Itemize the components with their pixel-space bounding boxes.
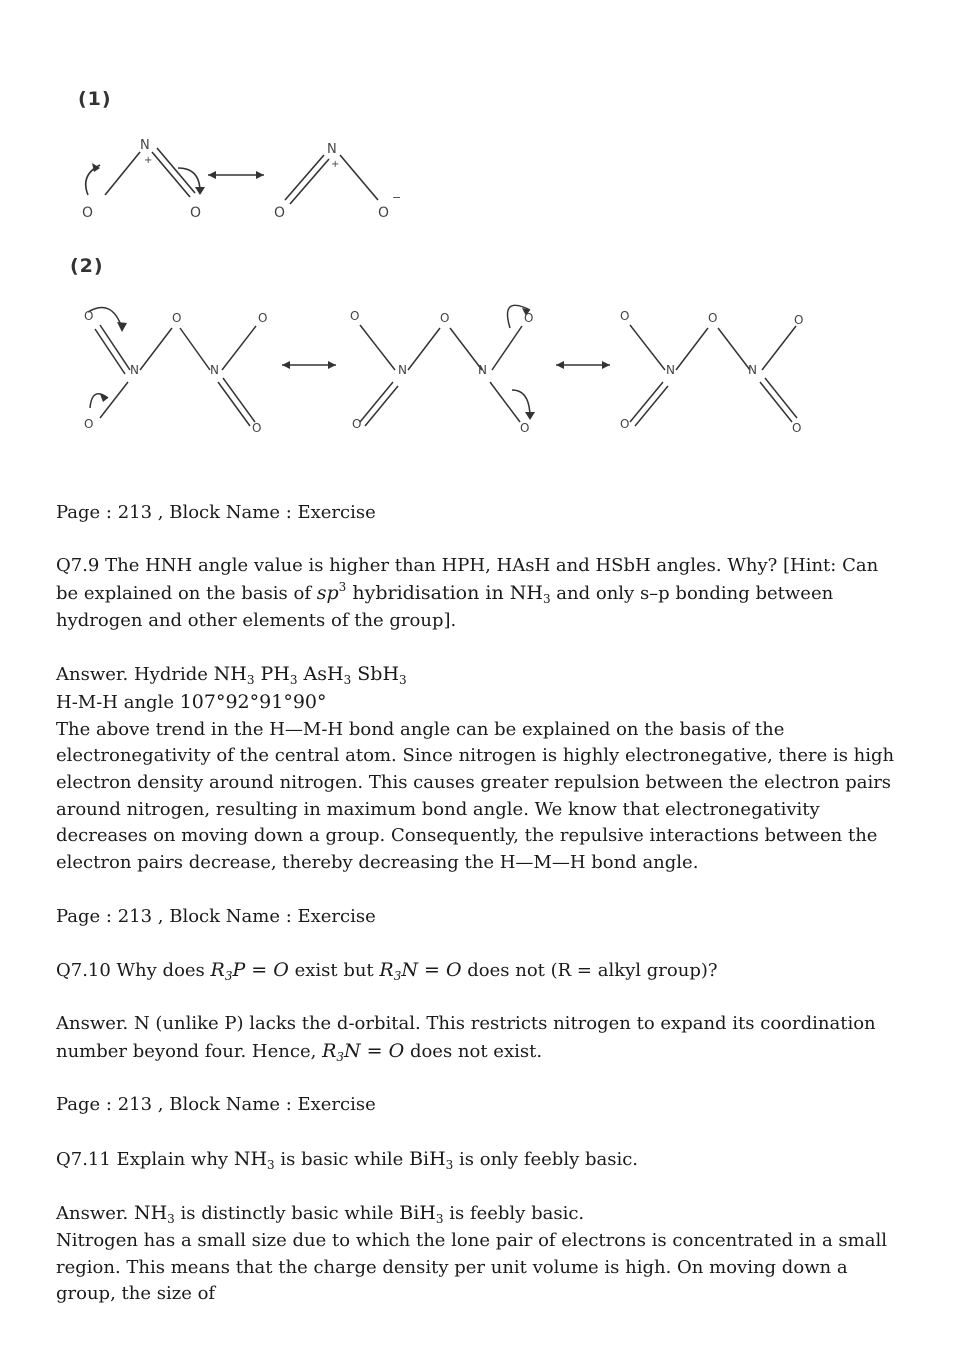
atom-o: O [274, 205, 286, 221]
atom-o: O [84, 309, 94, 323]
atom-o: O [524, 311, 534, 325]
atom-o: O [520, 421, 530, 435]
atom-n: N [666, 363, 675, 377]
atom-o: O [84, 417, 94, 431]
figure-label-1: (1) [78, 88, 112, 110]
atom-o: O [190, 205, 202, 221]
atom-o: O [258, 311, 268, 325]
atom-o: O [172, 311, 182, 325]
atom-o: O [350, 309, 360, 323]
atom-n: N [398, 363, 407, 377]
atom-n: N [327, 142, 337, 157]
answer-7-11-explanation: Nitrogen has a small size due to which the lone pair of electrons is concentrated in a small region. This means that the charge density per unit volume is high. On moving down a group, the size of [56, 1229, 887, 1305]
question-7-9: Q7.9 The HNH angle value is higher than HPH, HAsH and HSbH angles. Why? [Hint: Can be explained on the basis of $sp^3$ hybridisation in $NH_3$ and only s–p bonding between hydrogen and other elements of the group]. [56, 555, 879, 631]
atom-n: N [478, 363, 487, 377]
resonance-diagram-1 [0, 125, 959, 235]
atom-n: N [140, 138, 150, 153]
plus-sign: + [331, 159, 340, 170]
figure-label-2: (2) [70, 255, 104, 277]
page-reference: Page : 213 , Block Name : Exercise [56, 502, 376, 523]
atom-o: O [620, 417, 630, 431]
page-reference: Page : 213 , Block Name : Exercise [56, 905, 376, 927]
atom-o: O [620, 309, 630, 323]
atom-n: N [748, 363, 757, 377]
atom-o: O [794, 313, 804, 327]
atom-o: O [82, 205, 94, 221]
answer-7-11-line: Answer. $NH_3$ is distinctly basic while BiH$_3$ is feebly basic. [56, 1202, 585, 1227]
atom-n: N [210, 363, 219, 377]
minus-sign: − [392, 191, 402, 204]
atom-o: O [708, 311, 718, 325]
plus-sign: + [144, 155, 153, 166]
page-reference: Page : 213 , Block Name : Exercise [56, 1094, 376, 1116]
answer-7-10: Answer. N (unlike P) lacks the d-orbital. This restricts nitrogen to expand its coordination number beyond four. Hence, $R_3N = O$ does not exist. [56, 1013, 876, 1064]
answer-explanation: The above trend in the H—M-H bond angle can be explained on the basis of the electronegativity of the central atom. Since nitrogen is highly electronegative, there is high electron density around nitrogen. This causes greater repulsion between the electron pairs around nitrogen, resulting in maximum bond angle. We know that electronegativity decreases on moving down a group. Consequently, the repulsive interactions between the electron pairs decrease, thereby decreasing the H—M—H bond angle. [56, 718, 895, 874]
question-7-10: Q7.10 Why does $R_3P = O$ exist but $R_3N = O$ does not (R = alkyl group)? [56, 958, 718, 983]
atom-o: O [440, 311, 450, 325]
atom-o: O [352, 417, 362, 431]
resonance-diagram-2 [0, 290, 959, 450]
atom-o: O [792, 421, 802, 435]
answer-angle-line: H-M-H angle 107°92°91°90° [56, 690, 327, 713]
atom-n: N [130, 363, 139, 377]
document-body [56, 500, 906, 1308]
answer-hydride-line: Answer. Hydride $NH_3$ $PH_3$ AsH$_3$ SbH$_3$ [56, 663, 407, 688]
atom-o: O [252, 421, 262, 435]
atom-o: O [378, 205, 390, 221]
question-7-11: Q7.11 Explain why $NH_3$ is basic while BiH$_3$ is only feebly basic. [56, 1147, 639, 1172]
